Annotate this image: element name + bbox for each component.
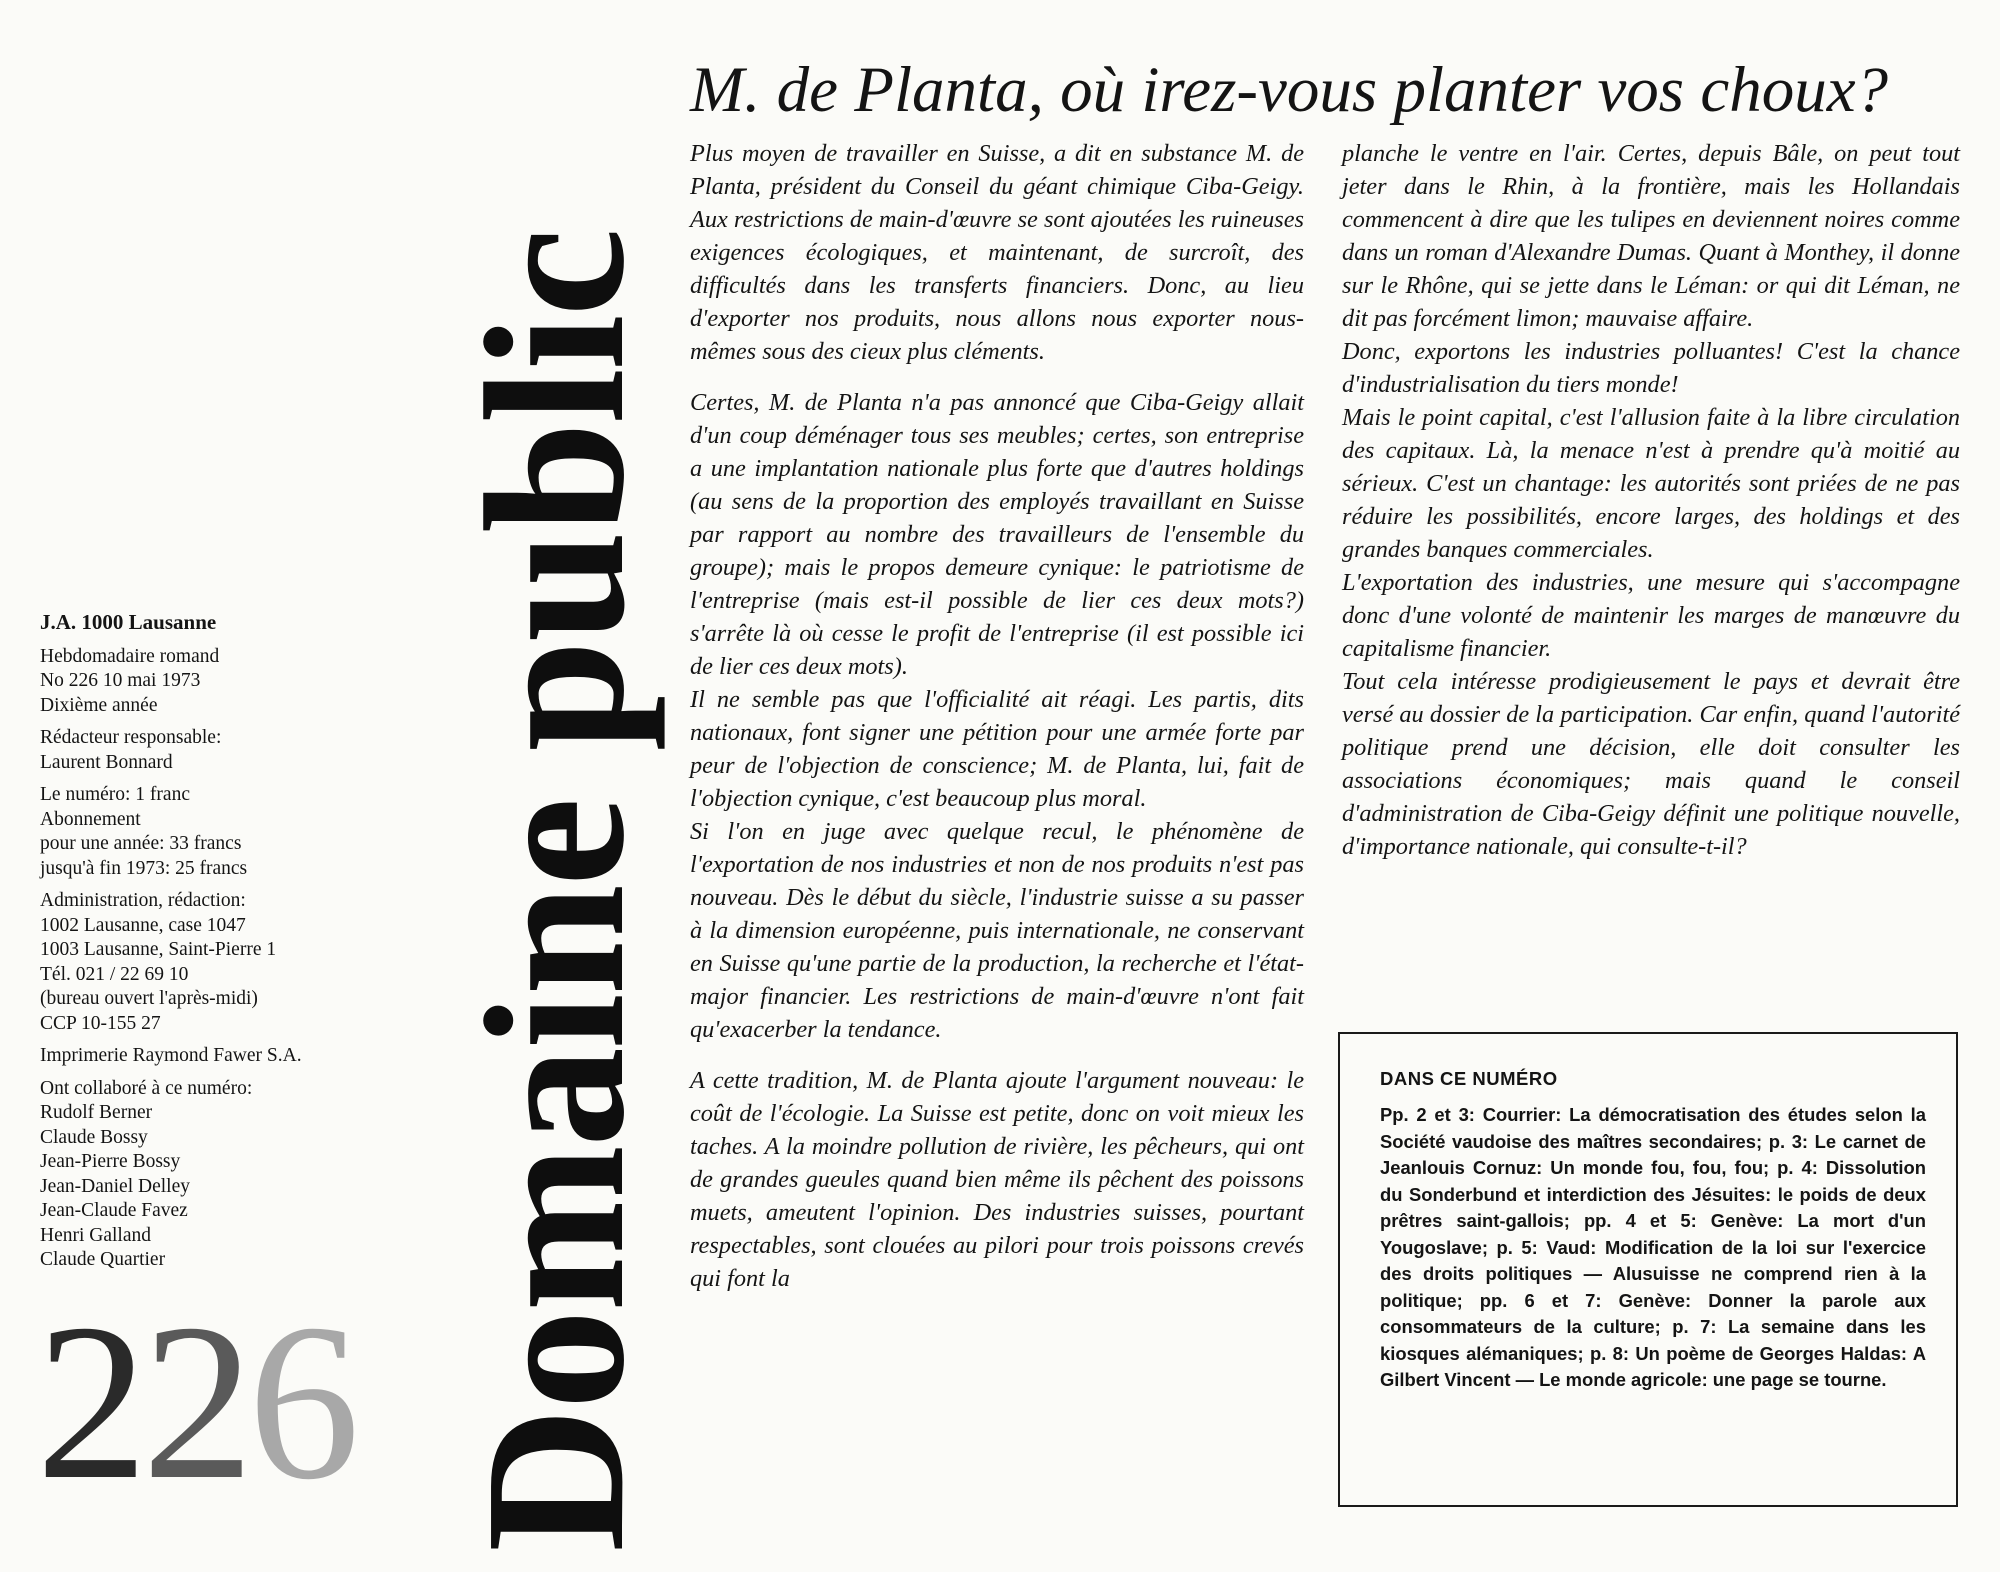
- info-line: 1003 Lausanne, Saint-Pierre 1: [40, 939, 277, 960]
- pricing-details: [40, 783, 420, 881]
- article-paragraph: L'exportation des industries, une mesure qui s'accompagne donc d'une volonté de maintenir les marges de manœuvre du capitalisme financier.: [1342, 569, 1960, 662]
- info-line: Laurent Bonnard: [40, 751, 173, 773]
- article-headline: M. de Planta, où irez-vous planter vos choux?: [690, 54, 1889, 126]
- article-paragraph: Certes, M. de Planta n'a pas annoncé que Ciba-Geigy allait d'un coup déménager tous ses meubles; certes, son entreprise a une implantation nationale plus forte que d'autres holdings (au sens de la proportion des employés travaillant en Suisse par rapport au nombre des travailleurs de l'ensemble du groupe); mais le propos demeure cynique: le patriotisme de l'entreprise (mais est-il possible de lier ces deux mots?) s'arrête là où cesse le profit de l'entreprise (il est possible ici de lier ces deux mots).: [690, 389, 1304, 680]
- issue-number: [36, 1278, 354, 1526]
- info-line: CCP 10-155 27: [40, 1012, 161, 1034]
- contributor-name: Claude Bossy: [40, 1126, 148, 1148]
- article-paragraph: Tout cela intéresse prodigieusement le pays et devrait être versé au dossier de la participation. Car enfin, quand l'autorité politique prend une décision, elle doit consulter les associations économiques; mais quand le conseil d'administration de Ciba-Geigy définit une politique nouvelle, d'importance nationale, qui consulte-t-il?: [1342, 668, 1960, 860]
- info-line: pour une année: 33 francs: [40, 833, 242, 854]
- contents-text: Pp. 2 et 3: Courrier: La démocratisation des études selon la Société vaudoise des maîtres secondaires; p. 3: Le carnet de Jeanlouis Cornuz: Un monde fou, fou, fou; p. 4: Dissolution du Sonderbund et interdiction des Jésuites: le poids de deux prêtres saint-gallois; pp. 4 et 5: Genève: La mort d'un Yougoslave; p. 5: Vaud: Modification de la loi sur l'exercice des droits politiques — Alusuisse ne comprend rien à la politique; pp. 6 et 7: Genève: Donner la parole aux consommateurs de la culture; p. 7: La semaine dans les kiosques alémaniques; p. 8: Un poème de Georges Haldas: A Gilbert Vincent — Le monde agricole: une page se tourne.: [1380, 1104, 1926, 1390]
- info-line: Abonnement: [40, 808, 141, 830]
- contributor-name: Jean-Daniel Delley: [40, 1175, 190, 1197]
- info-line: Rédacteur responsable:: [40, 727, 222, 748]
- article-paragraph: Il ne semble pas que l'officialité ait réagi. Les partis, dits nationaux, font signer une pétition pour une armée forte par peur de l'objection de conscience; M. de Planta, lui, fait de l'objection cynique, c'est beaucoup plus moral.: [690, 686, 1304, 812]
- contributor-name: Henri Galland: [40, 1224, 152, 1246]
- article-column-2: [1342, 137, 1960, 863]
- mailing-address: J.A. 1000 Lausanne: [40, 610, 217, 634]
- article-paragraph: Mais le point capital, c'est l'allusion faite à la libre circulation des capitaux. Là, la menace n'est à prendre qu'à moitié au sérieux. C'est un chantage: les autorités sont priées de ne pas réduire les possibilités, encore larges, des holdings et des grandes banques commerciales.: [1342, 404, 1960, 563]
- article-paragraph: Plus moyen de travailler en Suisse, a dit en substance M. de Planta, président du Conseil du géant chimique Ciba-Geigy. Aux restrictions de main-d'œuvre se sont ajoutées les ruineuses exigences écologiques, et maintenant, de surcroît, des difficultés dans les transferts financiers. Donc, au lieu d'exporter nos produits, nous allons nous exporter nous-mêmes sous des cieux plus cléments.: [690, 140, 1304, 365]
- article-paragraph: A cette tradition, M. de Planta ajoute l'argument nouveau: le coût de l'écologie. La Suisse est petite, donc on voit mieux les taches. A la moindre pollution de rivière, les pêcheurs, qui ont de grandes gueules quand bien même ils pêchent des poissons muets, ameutent l'opinion. Des industries suisses, pourtant respectables, sont clouées au pilori pour trois poissons crevés qui font la: [690, 1067, 1304, 1292]
- printer-details: [40, 1044, 420, 1069]
- editor-details: [40, 726, 420, 775]
- contributor-name: Claude Quartier: [40, 1249, 166, 1270]
- info-line: Hebdomadaire romand: [40, 645, 220, 667]
- info-line: No 226 10 mai 1973: [40, 670, 201, 691]
- administration-details: [40, 889, 420, 1036]
- info-line: Le numéro: 1 franc: [40, 784, 190, 805]
- article-paragraph: Si l'on en juge avec quelque recul, le phénomène de l'exportation de nos industries et non de nos produits n'est pas nouveau. Dès le début du siècle, l'industrie suisse a su passer à la dimension européenne, puis internationale, ne conservant en Suisse qu'une partie de la production, la recherche et l'état-major financier. Les restrictions de main-d'œuvre n'ont fait qu'exacerber la tendance.: [690, 818, 1304, 1043]
- contributor-name: Rudolf Berner: [40, 1102, 153, 1123]
- masthead-title: Domaine public: [445, 229, 666, 1552]
- contributors-heading: Ont collaboré à ce numéro:: [40, 1077, 253, 1099]
- info-line: 1002 Lausanne, case 1047: [40, 914, 246, 936]
- info-line: Tél. 021 / 22 69 10: [40, 963, 189, 985]
- printer-name: Imprimerie Raymond Fawer S.A.: [40, 1045, 302, 1066]
- info-line: Dixième année: [40, 694, 158, 716]
- article-paragraph: Donc, exportons les industries polluantes! C'est la chance d'industrialisation du tiers monde!: [1342, 338, 1960, 398]
- info-line: jusqu'à fin 1973: 25 francs: [40, 857, 248, 879]
- contributors-list: [40, 1077, 420, 1273]
- publication-info: [40, 610, 420, 1281]
- publication-details: [40, 645, 420, 719]
- contributor-name: Jean-Pierre Bossy: [40, 1151, 181, 1172]
- contents-title: DANS CE NUMÉRO: [1380, 1068, 1558, 1089]
- article-paragraph: planche le ventre en l'air. Certes, depuis Bâle, on peut tout jeter dans le Rhin, à la frontière, mais les Hollandais commencent à dire que les tulipes en deviennent noires comme dans un roman d'Alexandre Dumas. Quant à Monthey, il donne sur le Rhône, qui se jette dans le Léman: or qui dit Léman, ne dit pas forcément limon; mauvaise affaire.: [1342, 140, 1960, 332]
- issue-digit: 2: [36, 1278, 142, 1526]
- info-line: (bureau ouvert l'après-midi): [40, 988, 258, 1009]
- issue-digit: 6: [248, 1278, 354, 1526]
- issue-digit: 2: [142, 1278, 248, 1526]
- article-column-1: [690, 137, 1304, 1295]
- contributor-name: Jean-Claude Favez: [40, 1200, 188, 1221]
- info-line: Administration, rédaction:: [40, 890, 246, 911]
- contents-box: [1338, 1032, 1958, 1507]
